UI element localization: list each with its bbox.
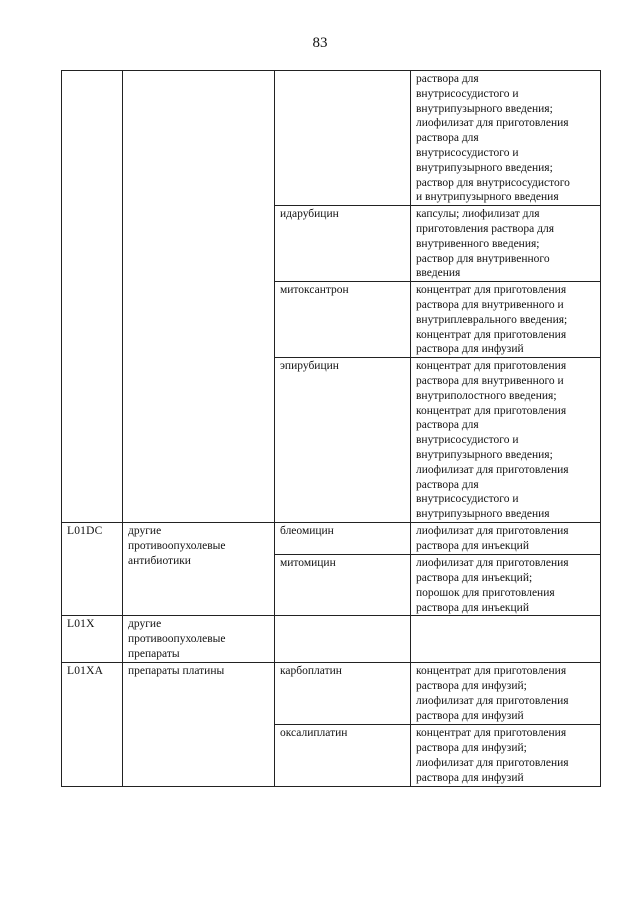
text-line: внутрипузырного введения; — [416, 448, 553, 461]
text-line: эпирубицин — [280, 360, 339, 373]
text-line: внутривенного введения; — [416, 237, 540, 250]
text-line: L01X — [67, 618, 95, 631]
text-line: противоопухолевые — [128, 539, 226, 552]
text-line: внутриплеврального введения; — [416, 313, 568, 326]
text-line: внутрисосудистого и — [416, 493, 519, 506]
text-line: порошок для приготовления — [416, 586, 555, 599]
text-line: внутрипузырного введения — [416, 508, 550, 521]
text-line: раствора для инъекций — [416, 601, 529, 614]
drug-name-cell — [275, 663, 411, 725]
atc-code-cell — [62, 71, 123, 523]
text-line: митомицин — [280, 557, 336, 570]
dosage-form-cell — [411, 358, 601, 523]
text-line: внутрисосудистого и — [416, 146, 519, 159]
atc-code-cell — [62, 663, 123, 786]
group-cell — [123, 71, 275, 523]
drug-name-cell — [275, 616, 411, 663]
text-line: раствора для — [416, 478, 479, 491]
text-line: концентрат для приготовления — [416, 665, 567, 678]
drug-name-cell — [275, 725, 411, 786]
text-line: антибиотики — [128, 554, 191, 567]
text-line: концентрат для приготовления — [416, 404, 567, 417]
text-line: раствора для инфузий — [416, 771, 524, 784]
text-line: лиофилизат для приготовления — [416, 525, 569, 538]
text-line: раствора для — [416, 73, 479, 85]
drug-name-cell — [275, 555, 411, 616]
text-line: раствора для внутривенного и — [416, 374, 564, 387]
text-line: митоксантрон — [280, 284, 349, 297]
text-line: раствор для внутривенного — [416, 252, 550, 265]
dosage-form-cell — [411, 663, 601, 725]
drug-name-cell — [275, 206, 411, 282]
text-line: приготовления раствора для — [416, 222, 554, 235]
text-line: раствора для инъекций — [416, 539, 529, 552]
text-line: введения — [416, 267, 461, 280]
text-line: внутриполостного введения; — [416, 389, 557, 402]
text-line: концентрат для приготовления — [416, 328, 567, 341]
text-line: капсулы; лиофилизат для — [416, 208, 540, 221]
text-line: внутрипузырного введения; — [416, 161, 553, 174]
text-line: и внутрипузырного введения — [416, 191, 559, 204]
atc-code-cell — [62, 523, 123, 616]
text-line: лиофилизат для приготовления — [416, 463, 569, 476]
text-line: раствор для внутрисосудистого — [416, 176, 570, 189]
text-line: раствора для инфузий; — [416, 742, 527, 755]
dosage-form-cell — [411, 523, 601, 555]
text-line: другие — [128, 525, 162, 538]
text-line: другие — [128, 618, 162, 631]
text-line: раствора для инфузий — [416, 343, 524, 356]
text-line: блеомицин — [280, 525, 334, 538]
text-line: раствора для инфузий — [416, 709, 524, 722]
drug-name-cell — [275, 71, 411, 206]
drug-name-cell — [275, 358, 411, 523]
text-line: противоопухолевые — [128, 633, 226, 646]
text-line: концентрат для приготовления — [416, 284, 567, 297]
dosage-form-cell — [411, 282, 601, 358]
text-line: карбоплатин — [280, 665, 342, 678]
text-line: раствора для инъекций; — [416, 571, 533, 584]
text-line: концентрат для приготовления — [416, 727, 567, 740]
table-row — [62, 616, 601, 663]
text-line: лиофилизат для приготовления — [416, 117, 569, 130]
text-line: идарубицин — [280, 208, 339, 221]
text-line: внутрисосудистого и — [416, 87, 519, 100]
page-number: 83 — [312, 35, 328, 51]
group-cell — [123, 663, 275, 786]
table-row — [62, 523, 601, 555]
text-line: оксалиплатин — [280, 727, 348, 740]
dosage-form-cell — [411, 206, 601, 282]
text-line: внутрисосудистого и — [416, 434, 519, 447]
group-cell — [123, 616, 275, 663]
drug-name-cell — [275, 282, 411, 358]
text-line: L01DC — [67, 525, 103, 538]
dosage-form-cell — [411, 616, 601, 663]
table-row — [62, 71, 601, 206]
drug-table — [61, 70, 601, 787]
text-line: раствора для инфузий; — [416, 680, 527, 693]
text-line: раствора для — [416, 419, 479, 432]
text-line: лиофилизат для приготовления — [416, 557, 569, 570]
text-line: L01XA — [67, 665, 104, 678]
text-line: препараты — [128, 647, 180, 660]
text-line: лиофилизат для приготовления — [416, 694, 569, 707]
dosage-form-cell — [411, 725, 601, 786]
atc-code-cell — [62, 616, 123, 663]
text-line: раствора для внутривенного и — [416, 298, 564, 311]
group-cell — [123, 523, 275, 616]
text-line: раствора для — [416, 132, 479, 145]
text-line: внутрипузырного введения; — [416, 102, 553, 115]
dosage-form-cell — [411, 71, 601, 206]
text-line: препараты платины — [128, 665, 225, 678]
drug-name-cell — [275, 523, 411, 555]
table-row — [62, 663, 601, 725]
text-line: концентрат для приготовления — [416, 360, 567, 373]
text-line: лиофилизат для приготовления — [416, 756, 569, 769]
dosage-form-cell — [411, 555, 601, 616]
